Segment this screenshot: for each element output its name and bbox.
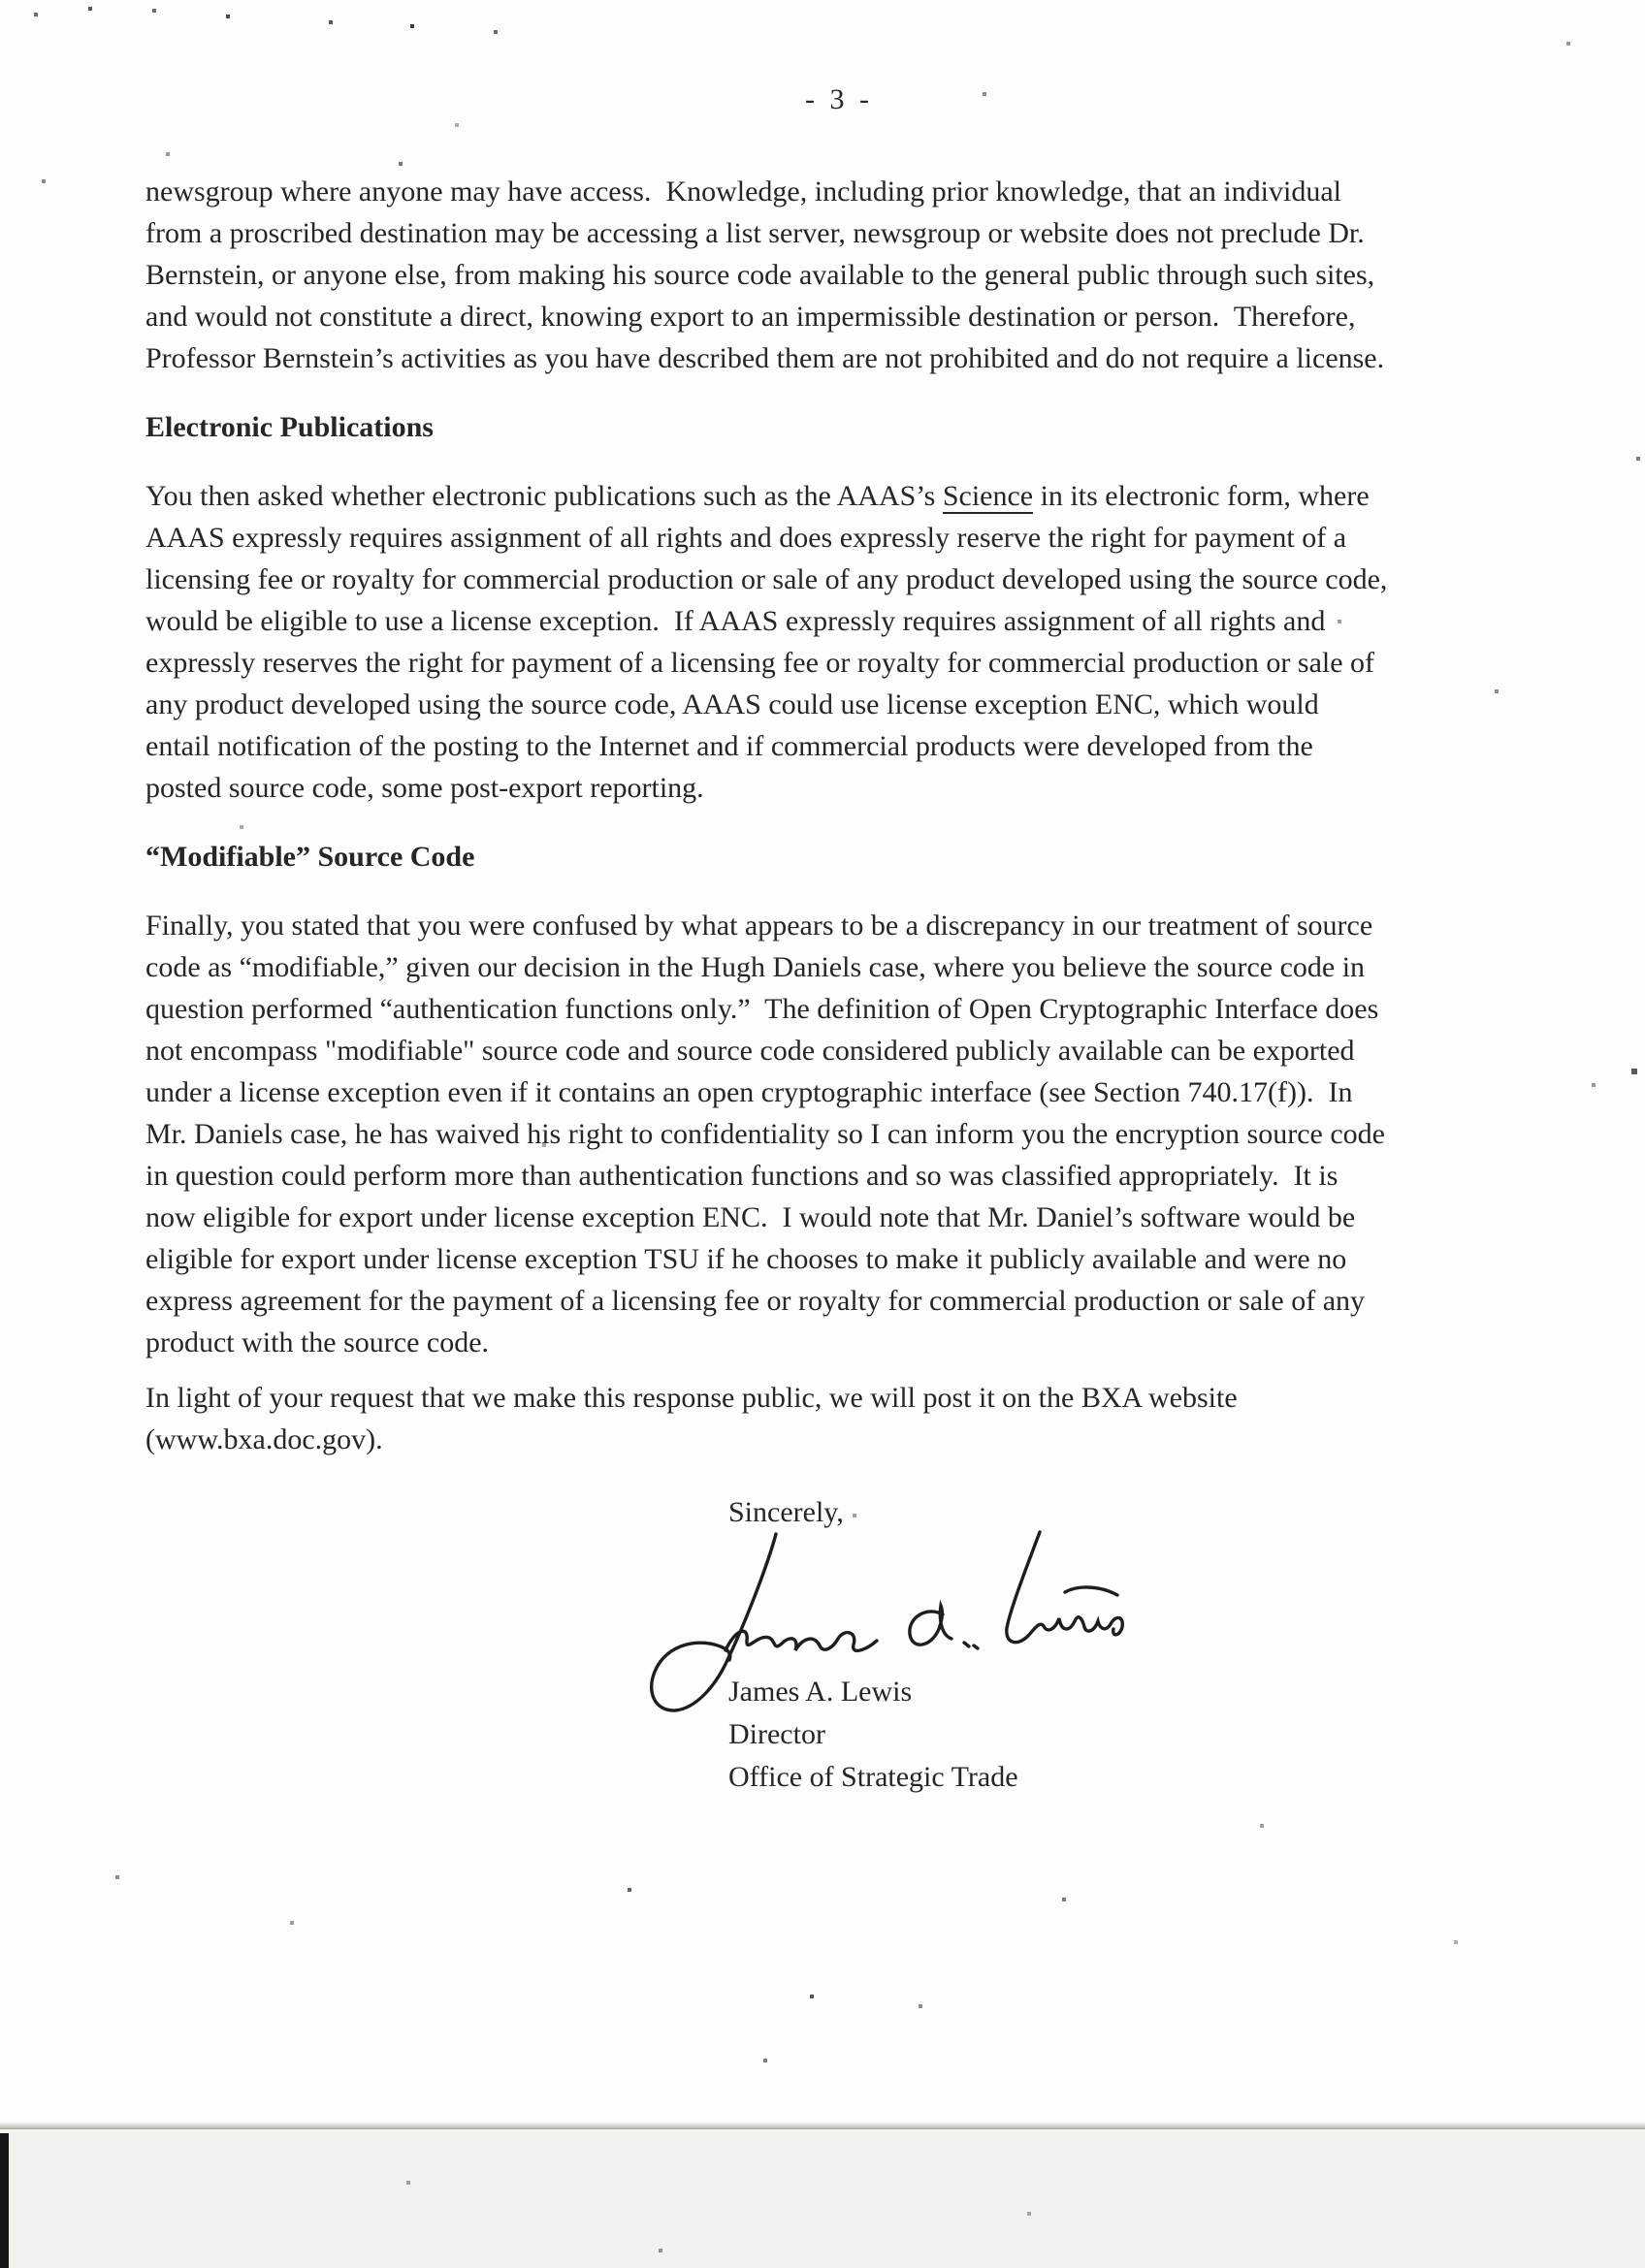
text-line: would be eligible to use a license exception. If AAAS expressly requires assignment of all rights and [145,605,1326,637]
paragraph [145,1377,1532,1460]
paragraph [145,171,1532,379]
signee-name: James A. Lewis [728,1676,913,1708]
scan-noise [0,0,2,2]
text-line: express agreement for the payment of a licensing fee or royalty for commercial production or sale of any [145,1285,1366,1317]
section-heading: “Modifiable” Source Code [145,841,475,873]
closing-block [145,1491,1532,1821]
text-line: expressly reserves the right for payment of a licensing fee or royalty for commercial production or sale of [145,647,1375,679]
signee-title: Director [728,1718,825,1750]
signee-office: Office of Strategic Trade [728,1761,1018,1793]
text-line: and would not constitute a direct, knowing export to an impermissible destination or person. Therefore, [145,301,1356,333]
text-line: newsgroup where anyone may have access. Knowledge, including prior knowledge, that an individual [145,176,1341,208]
text-line: code as “modifiable,” given our decision in the Hugh Daniels case, where you believe the source code in [145,951,1366,983]
text-line: AAAS expressly requires assignment of all rights and does expressly reserve the right for payment of a [145,522,1347,554]
page-number: - 3 - [805,83,873,115]
section-heading: Electronic Publications [145,411,434,443]
scanned-page-bottom-edge [0,2122,1645,2129]
text-line: entail notification of the posting to the Internet and if commercial products were developed from the [145,730,1313,762]
text-line: Mr. Daniels case, he has waived his right to confidentiality so I can inform you the encryption source code [145,1118,1385,1150]
handwritten-signature-james-a-lewis [629,1518,1133,1722]
text-line: not encompass "modifiable" source code and source code considered publicly available can be exported [145,1035,1355,1067]
text-line: from a proscribed destination may be accessing a list server, newsgroup or website does not preclude Dr. [145,217,1365,249]
text-line: Professor Bernstein’s activities as you have described them are not prohibited and do not require a license. [145,342,1385,374]
text-line: product with the source code. [145,1326,490,1358]
scan-edge-shadow [0,2133,9,2268]
text-line: under a license exception even if it contains an open cryptographic interface (see Section 740.17(f)). In [145,1076,1353,1108]
text-line: (www.bxa.doc.gov). [145,1423,383,1455]
text-line [145,475,1532,517]
text-line: any product developed using the source code, AAAS could use license exception ENC, which would [145,688,1319,720]
text-line: In light of your request that we make this response public, we will post it on the BXA website [145,1382,1238,1414]
valediction: Sincerely, [728,1496,844,1528]
text-line: question performed “authentication functions only.” The definition of Open Cryptographic Interface does [145,993,1379,1025]
text-line: eligible for export under license exception TSU if he chooses to make it publicly available and were no [145,1243,1347,1275]
text-line: Bernstein, or anyone else, from making his source code available to the general public through such sites, [145,259,1375,291]
underlined-text: Science [942,480,1034,512]
paragraph [145,905,1532,1363]
text-line: Finally, you stated that you were confused by what appears to be a discrepancy in our treatment of source [145,910,1373,942]
text-segment: in its electronic form, where [1033,480,1370,512]
text-segment: You then asked whether electronic publications such as the AAAS’s [145,480,943,512]
text-line: in question could perform more than authentication functions and so was classified appropriately. It is [145,1160,1339,1192]
paragraph [145,475,1532,809]
text-line: posted source code, some post-export reporting. [145,772,704,804]
letter-body [145,171,1532,1821]
scanner-background [0,2129,1645,2268]
text-line: now eligible for export under license exception ENC. I would note that Mr. Daniel’s software would be [145,1201,1356,1233]
text-line: licensing fee or royalty for commercial production or sale of any product developed using the source code, [145,563,1388,595]
